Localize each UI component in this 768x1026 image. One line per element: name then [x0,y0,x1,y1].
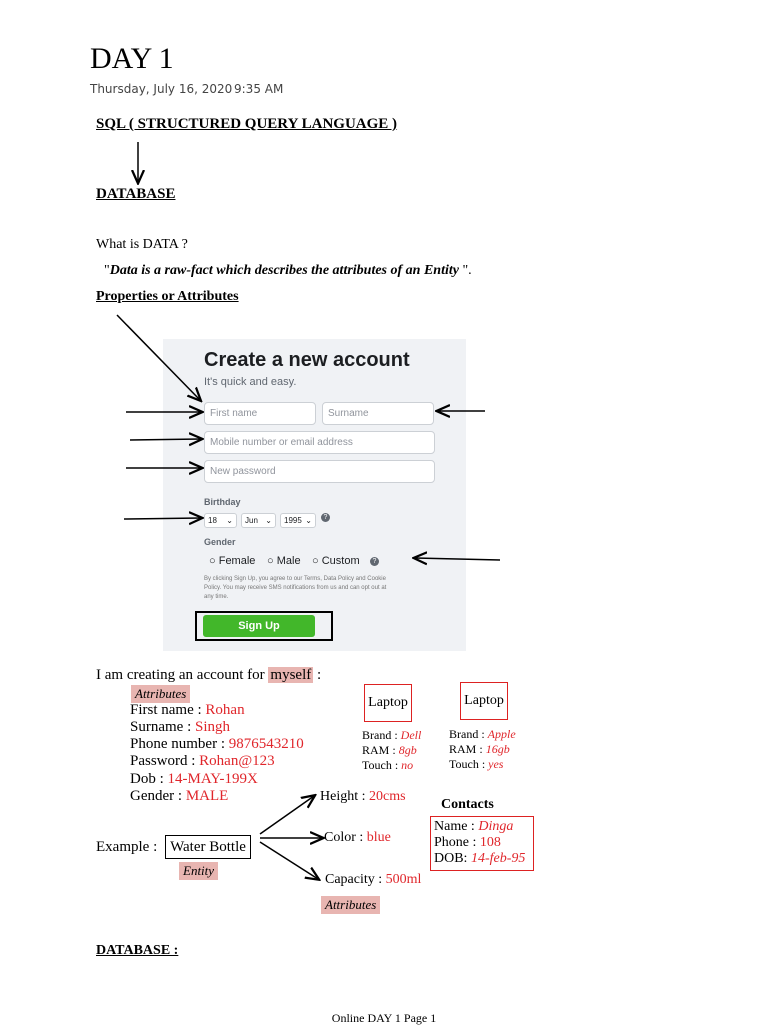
properties-heading: Properties or Attributes [96,289,239,304]
help-icon[interactable]: ? [321,513,330,522]
laptop-1-attributes: Brand : Dell RAM : 8gb Touch : no [362,728,422,772]
page-date: Thursday, July 16, 2020 [90,82,233,96]
gender-female-radio[interactable]: ○ Female [209,555,256,567]
database-colon-heading: DATABASE : [96,943,179,958]
password-attribute: Password : Rohan@123 [130,753,275,769]
radio-icon: ○ [267,555,274,567]
radio-icon: ○ [312,555,319,567]
birthday-month-select[interactable]: Jun ⌄ [241,513,276,528]
example-attributes-label: Attributes [321,896,380,914]
dob-attribute: Dob : 14-MAY-199X [130,771,258,787]
chevron-down-icon: ⌄ [226,516,233,525]
chevron-down-icon: ⌄ [265,516,272,525]
gender-male-radio[interactable]: ○ Male [267,555,301,567]
page-footer: Online DAY 1 Page 1 [331,1011,437,1025]
attributes-label: Attributes [131,685,190,703]
signup-title: Create a new account [204,349,410,371]
mobile-arrow [130,439,201,440]
mobile-email-field[interactable]: Mobile number or email address [204,431,435,454]
gender-custom-radio[interactable]: ○ Custom [312,555,360,567]
birthday-label: Birthday [204,497,241,507]
chevron-down-icon: ⌄ [305,516,312,525]
question-text: What is DATA ? [96,237,188,252]
first-name-field[interactable]: First name [204,402,316,425]
database-heading: DATABASE [96,186,176,202]
sql-heading: SQL ( STRUCTURED QUERY LANGUAGE ) [96,116,398,132]
contacts-title: Contacts [441,797,494,812]
example-label: Example : [96,839,158,855]
capacity-attribute: Capacity : 500ml [325,872,422,887]
birthday-arrow [124,518,201,519]
entity-label: Entity [179,862,218,880]
entity-box: Water Bottle [165,835,251,859]
definition-text: "Data is a raw-fact which describes the attributes of an Entity ". [104,263,472,278]
birthday-day-select[interactable]: 18 ⌄ [204,513,237,528]
page-time: 9:35 AM [234,82,284,96]
surname-field[interactable]: Surname [322,402,434,425]
page-title: DAY 1 [90,42,174,75]
diagonal-arrow [117,315,200,400]
phone-attribute: Phone number : 9876543210 [130,736,304,752]
birthday-year-select[interactable]: 1995 ⌄ [280,513,316,528]
new-password-field[interactable]: New password [204,460,435,483]
signup-terms: By clicking Sign Up, you agree to our Terms, Data Policy and Cookie Policy. You may receive SMS notifications from us and can opt out at any time. [204,576,387,600]
first-name-attribute: First name : Rohan [130,702,245,718]
contacts-box: Name : Dinga Phone : 108 DOB: 14-feb-95 [430,816,534,871]
surname-attribute: Surname : Singh [130,719,231,735]
color-attribute: Color : blue [324,830,391,845]
laptop-box-1: Laptop [364,684,412,722]
creating-account-text: I am creating an account for myself : [96,667,322,683]
sign-up-button[interactable]: Sign Up [203,615,315,637]
height-attribute: Height : 20cms [320,789,406,804]
height-arrow [260,796,314,834]
signup-subtitle: It's quick and easy. [204,376,297,388]
laptop-2-attributes: Brand : Apple RAM : 16gb Touch : yes [449,727,516,771]
gender-arrow [415,558,500,560]
capacity-arrow [260,842,318,879]
radio-icon: ○ [209,555,216,567]
laptop-box-2: Laptop [460,682,508,720]
gender-label: Gender [204,537,236,547]
gender-attribute: Gender : MALE [130,788,229,804]
help-icon[interactable]: ? [370,557,379,566]
